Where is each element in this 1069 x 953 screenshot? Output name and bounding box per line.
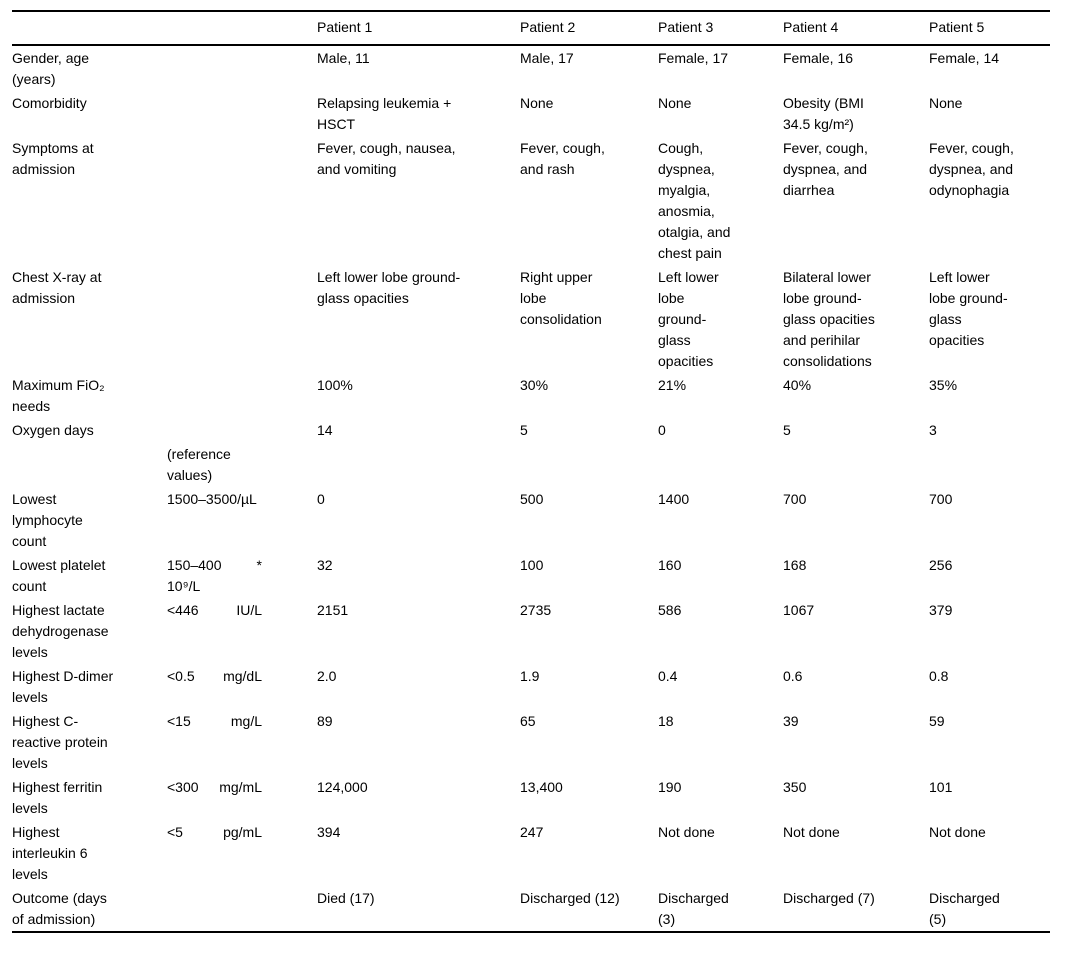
patient-4-value-cell: 168 <box>783 557 807 573</box>
patient-2-value-cell: Right upper lobe consolidation <box>520 269 602 327</box>
row-label: Highest C-reactive protein levels <box>12 713 108 771</box>
reference-value-cell <box>167 886 317 932</box>
reference-value-cell: 1500–3500/µL <box>167 491 257 507</box>
row-label: Comorbidity <box>12 95 87 111</box>
patient-4-value-cell: 350 <box>783 779 807 795</box>
reference-value-cell <box>167 45 317 91</box>
patient-4-value-cell: Not done <box>783 824 840 840</box>
patient-2-value-cell: 2735 <box>520 602 552 618</box>
table-row <box>12 91 1050 136</box>
patient-2-value-cell: 65 <box>520 713 536 729</box>
patient-4-value-cell: Female, 16 <box>783 50 854 66</box>
table-row <box>12 598 1050 664</box>
patient-2-value-cell: 247 <box>520 824 544 840</box>
reference-value-cell: <300 mg/mL <box>167 779 262 795</box>
reference-value-cell: <0.5 mg/dL <box>167 668 262 684</box>
table-body <box>12 45 1050 932</box>
patient-1-value-cell <box>317 442 520 487</box>
header-cell-patient-3: Patient 3 <box>658 11 783 45</box>
patient-1-value-cell: 100% <box>317 377 353 393</box>
patient-1-value-cell: 0 <box>317 491 325 507</box>
row-label <box>12 442 167 487</box>
reference-value-cell <box>167 91 317 136</box>
reference-value-cell: 150–400 * 10⁹/L <box>167 557 262 594</box>
header-cell-patient-1: Patient 1 <box>317 11 520 45</box>
row-label: Oxygen days <box>12 422 94 438</box>
header-cell-empty-reference <box>167 11 317 45</box>
patient-3-value-cell: 0 <box>658 422 666 438</box>
table-row <box>12 442 1050 487</box>
patient-5-value-cell: 700 <box>929 491 953 507</box>
table-row <box>12 886 1050 932</box>
row-label: Lowest lymphocyte count <box>12 491 83 549</box>
row-label: Highest lactate dehydrogenase levels <box>12 602 109 660</box>
patient-2-value-cell: Male, 17 <box>520 50 574 66</box>
reference-value-cell: <15 mg/L <box>167 713 262 729</box>
patient-5-value-cell: 35% <box>929 377 958 393</box>
patient-4-value-cell: 40% <box>783 377 812 393</box>
patient-3-value-cell: 1400 <box>658 491 690 507</box>
table-row <box>12 487 1050 553</box>
row-label: Highest interleukin 6 levels <box>12 824 88 882</box>
patient-5-value-cell: 0.8 <box>929 668 949 684</box>
patient-2-value-cell: 100 <box>520 557 544 573</box>
patient-2-value-cell: Discharged (12) <box>520 890 620 906</box>
patient-4-value-cell <box>783 442 929 487</box>
patient-5-value-cell: 101 <box>929 779 953 795</box>
patient-4-value-cell: 1067 <box>783 602 815 618</box>
patient-5-value-cell: Discharged (5) <box>929 890 1000 927</box>
patient-1-value-cell: Male, 11 <box>317 50 370 66</box>
patient-5-value-cell: 59 <box>929 713 945 729</box>
patient-4-value-cell: 700 <box>783 491 807 507</box>
header-cell-patient-5: Patient 5 <box>929 11 1050 45</box>
patient-1-value-cell: Relapsing leukemia + HSCT <box>317 95 452 132</box>
patient-5-value-cell: Female, 14 <box>929 50 1000 66</box>
patient-2-value-cell <box>520 442 658 487</box>
patient-2-value-cell: 5 <box>520 422 528 438</box>
patient-1-value-cell: Left lower lobe ground-glass opacities <box>317 269 461 306</box>
patient-2-value-cell: 1.9 <box>520 668 540 684</box>
patient-1-value-cell: Fever, cough, nausea, and vomiting <box>317 140 456 177</box>
patient-2-value-cell: None <box>520 95 554 111</box>
row-label: Highest ferritin levels <box>12 779 103 816</box>
patient-3-value-cell: Left lower lobe ground-glass opacities <box>658 269 719 369</box>
header-cell-patient-4: Patient 4 <box>783 11 929 45</box>
table-row <box>12 373 1050 418</box>
patient-4-value-cell: Fever, cough, dyspnea, and diarrhea <box>783 140 868 198</box>
reference-value-cell: <5 pg/mL <box>167 824 262 840</box>
reference-value-cell: (reference values) <box>167 446 231 483</box>
patient-3-value-cell: None <box>658 95 692 111</box>
patient-3-value-cell: 190 <box>658 779 682 795</box>
patient-3-value-cell: 586 <box>658 602 682 618</box>
reference-value-cell <box>167 418 317 442</box>
patient-3-value-cell: 21% <box>658 377 687 393</box>
patient-3-value-cell: Female, 17 <box>658 50 729 66</box>
patient-1-value-cell: 2.0 <box>317 668 337 684</box>
table-row <box>12 553 1050 598</box>
table-row <box>12 820 1050 886</box>
row-label: Gender, age (years) <box>12 50 90 87</box>
patient-3-value-cell: Discharged (3) <box>658 890 729 927</box>
patient-2-value-cell: 500 <box>520 491 544 507</box>
patient-1-value-cell: 89 <box>317 713 333 729</box>
table-row <box>12 418 1050 442</box>
table-row <box>12 775 1050 820</box>
patient-4-value-cell: 0.6 <box>783 668 803 684</box>
table-row <box>12 664 1050 709</box>
patient-2-value-cell: Fever, cough, and rash <box>520 140 605 177</box>
patient-5-value-cell: Not done <box>929 824 986 840</box>
row-label: Lowest platelet count <box>12 557 106 594</box>
patient-5-value-cell: None <box>929 95 963 111</box>
patient-5-value-cell <box>929 442 1050 487</box>
header-cell-patient-2: Patient 2 <box>520 11 658 45</box>
reference-value-cell: <446 IU/L <box>167 602 262 618</box>
patient-3-value-cell: 18 <box>658 713 674 729</box>
table-row <box>12 709 1050 775</box>
patient-3-value-cell: Cough, dyspnea, myalgia, anosmia, otalgia, and chest pain <box>658 140 731 261</box>
patient-5-value-cell: 256 <box>929 557 953 573</box>
patient-4-value-cell: 39 <box>783 713 799 729</box>
patient-3-value-cell <box>658 442 783 487</box>
reference-value-cell <box>167 373 317 418</box>
patient-5-value-cell: 379 <box>929 602 953 618</box>
patient-2-value-cell: 13,400 <box>520 779 563 795</box>
patient-1-value-cell: 14 <box>317 422 333 438</box>
patient-3-value-cell: 160 <box>658 557 682 573</box>
patient-3-value-cell: Not done <box>658 824 715 840</box>
patient-5-value-cell: 3 <box>929 422 937 438</box>
patient-5-value-cell: Fever, cough, dyspnea, and odynophagia <box>929 140 1014 198</box>
table-row <box>12 45 1050 91</box>
patient-4-value-cell: Discharged (7) <box>783 890 875 906</box>
patient-characteristics-table <box>12 10 1050 933</box>
patient-2-value-cell: 30% <box>520 377 549 393</box>
patient-1-value-cell: 32 <box>317 557 333 573</box>
patient-1-value-cell: 394 <box>317 824 341 840</box>
row-label: Maximum FiO₂ needs <box>12 377 105 414</box>
patient-5-value-cell: Left lower lobe ground-glass opacities <box>929 269 1008 348</box>
patient-3-value-cell: 0.4 <box>658 668 678 684</box>
patient-4-value-cell: Bilateral lower lobe ground-glass opacities and perihilar consolidations <box>783 269 875 369</box>
reference-value-cell <box>167 136 317 265</box>
table-row <box>12 265 1050 373</box>
patient-4-value-cell: Obesity (BMI 34.5 kg/m²) <box>783 95 864 132</box>
header-row <box>12 11 1050 45</box>
patient-1-value-cell: 124,000 <box>317 779 368 795</box>
row-label: Symptoms at admission <box>12 140 94 177</box>
row-label: Chest X-ray at admission <box>12 269 102 306</box>
patient-1-value-cell: 2151 <box>317 602 349 618</box>
patient-4-value-cell: 5 <box>783 422 791 438</box>
table-row <box>12 136 1050 265</box>
row-label: Outcome (days of admission) <box>12 890 107 927</box>
header-cell-empty-label <box>12 11 167 45</box>
patient-1-value-cell: Died (17) <box>317 890 375 906</box>
reference-value-cell <box>167 265 317 373</box>
row-label: Highest D-dimer levels <box>12 668 114 705</box>
